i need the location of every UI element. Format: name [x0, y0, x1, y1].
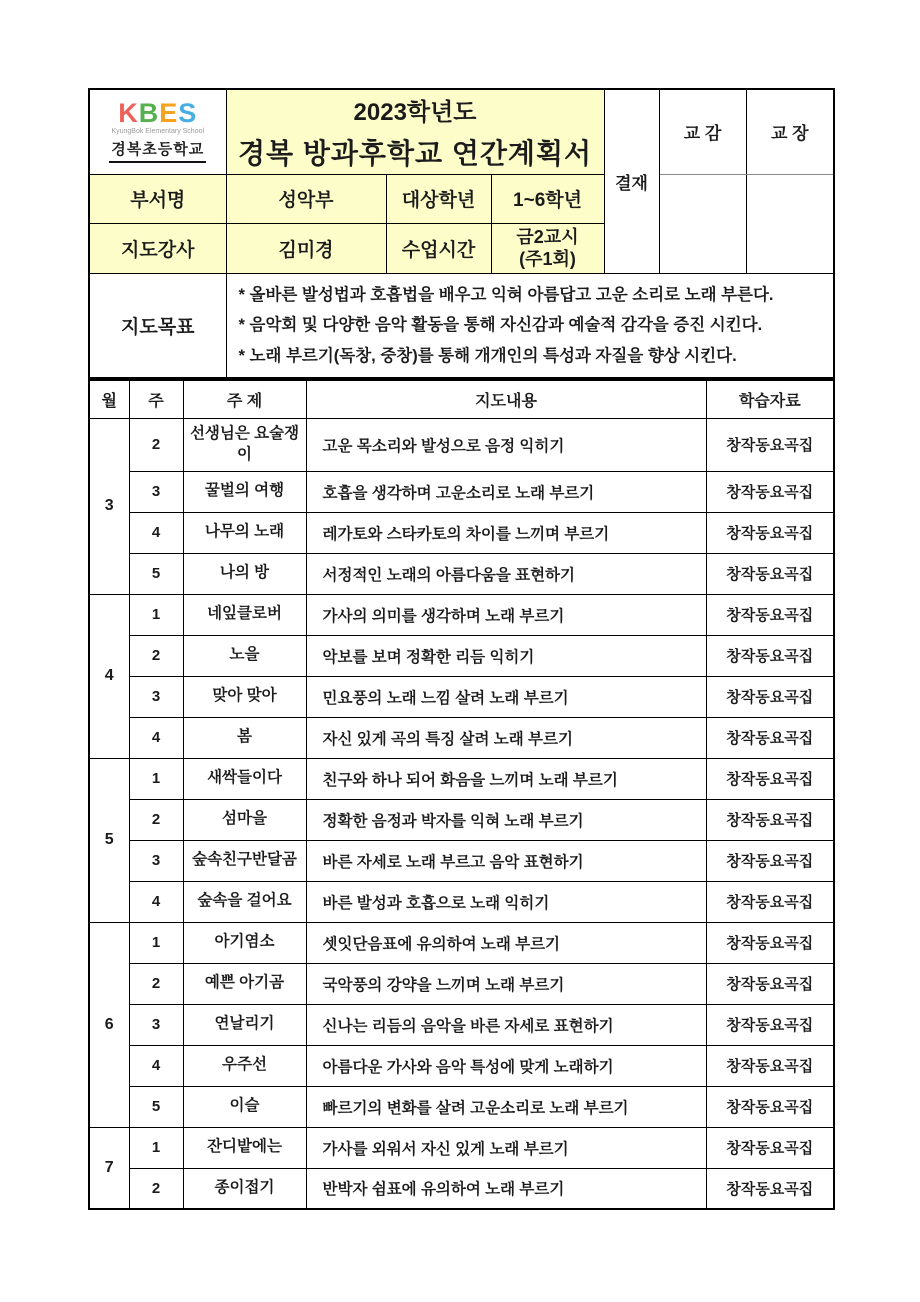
week-cell: 2: [129, 418, 183, 471]
topic-cell: 네잎클로버: [183, 594, 306, 635]
instructor-label: 지도강사: [89, 223, 226, 273]
logo-english-name: KyungBok Elementary School: [111, 128, 205, 136]
goal-item: * 노래 부르기(독창, 중창)를 통해 개개인의 특성과 자질을 향상 시킨다.: [238, 346, 737, 365]
topic-cell: 섬마을: [183, 799, 306, 840]
week-cell: 1: [129, 758, 183, 799]
schedule-row: [89, 418, 834, 471]
topic-cell: 꿀벌의 여행: [183, 471, 306, 512]
week-cell: 2: [129, 1168, 183, 1209]
topic-cell: 잔디밭에는: [183, 1127, 306, 1168]
material-cell: 창작동요곡집: [706, 799, 834, 840]
schedule-row: [89, 717, 834, 758]
material-cell: 창작동요곡집: [706, 676, 834, 717]
topic-cell: 우주선: [183, 1045, 306, 1086]
principal-signature-box: [746, 174, 834, 273]
topic-cell: 숲속친구반달곰: [183, 840, 306, 881]
annual-plan-document: [88, 88, 833, 1210]
grade-label: 대상학년: [386, 174, 491, 223]
content-cell: 자신 있게 곡의 특징 살려 노래 부르기: [306, 717, 706, 758]
material-cell: 창작동요곡집: [706, 594, 834, 635]
week-cell: 1: [129, 922, 183, 963]
content-cell: 고운 목소리와 발성으로 음정 익히기: [306, 418, 706, 471]
logo-letter: S: [178, 98, 198, 129]
material-cell: 창작동요곡집: [706, 840, 834, 881]
topic-cell: 새싹들이다: [183, 758, 306, 799]
schedule-row: [89, 922, 834, 963]
material-cell: 창작동요곡집: [706, 881, 834, 922]
content-cell: 민요풍의 노래 느낌 살려 노래 부르기: [306, 676, 706, 717]
col-header-topic: 주 제: [183, 380, 306, 418]
approval-vice-principal-header: 교 감: [659, 89, 746, 174]
goals-label: 지도목표: [89, 273, 226, 378]
week-cell: 3: [129, 471, 183, 512]
col-header-content: 지도내용: [306, 380, 706, 418]
approval-principal-header: 교 장: [746, 89, 834, 174]
col-header-month: 월: [89, 380, 129, 418]
schedule-row: [89, 471, 834, 512]
week-cell: 2: [129, 635, 183, 676]
content-cell: 셋잇단음표에 유의하여 노래 부르기: [306, 922, 706, 963]
material-cell: 창작동요곡집: [706, 1045, 834, 1086]
content-cell: 바른 자세로 노래 부르고 음악 표현하기: [306, 840, 706, 881]
logo-kbes-acronym: [90, 100, 226, 127]
content-cell: 아름다운 가사와 음악 특성에 맞게 노래하기: [306, 1045, 706, 1086]
week-cell: 3: [129, 840, 183, 881]
week-cell: 1: [129, 594, 183, 635]
schedule-row: [89, 963, 834, 1004]
content-cell: 바른 발성과 호흡으로 노래 익히기: [306, 881, 706, 922]
content-cell: 가사의 의미를 생각하며 노래 부르기: [306, 594, 706, 635]
schedule-row: [89, 840, 834, 881]
school-logo: [89, 89, 226, 174]
topic-cell: 연날리기: [183, 1004, 306, 1045]
content-cell: 서정적인 노래의 아름다움을 표현하기: [306, 553, 706, 594]
topic-cell: 노을: [183, 635, 306, 676]
instructor-value: 김미경: [226, 223, 386, 273]
week-cell: 1: [129, 1127, 183, 1168]
schedule-table: [88, 379, 835, 1210]
schedule-header-row: [89, 380, 834, 418]
logo-letter: K: [118, 98, 139, 129]
material-cell: 창작동요곡집: [706, 512, 834, 553]
topic-cell: 맞아 맞아: [183, 676, 306, 717]
schedule-row: [89, 676, 834, 717]
material-cell: 창작동요곡집: [706, 1004, 834, 1045]
col-header-material: 학습자료: [706, 380, 834, 418]
schedule-row: [89, 881, 834, 922]
content-cell: 가사를 외워서 자신 있게 노래 부르기: [306, 1127, 706, 1168]
topic-cell: 숲속을 걸어요: [183, 881, 306, 922]
topic-cell: 선생님은 요술쟁이: [183, 418, 306, 471]
topic-cell: 아기염소: [183, 922, 306, 963]
week-cell: 5: [129, 1086, 183, 1127]
title-main: 경복 방과후학교 연간계획서: [237, 137, 593, 169]
col-header-week: 주: [129, 380, 183, 418]
schedule-row: [89, 1004, 834, 1045]
content-cell: 빠르기의 변화를 살려 고운소리로 노래 부르기: [306, 1086, 706, 1127]
vice-principal-signature-box: [659, 174, 746, 273]
content-cell: 레가토와 스타카토의 차이를 느끼며 부르기: [306, 512, 706, 553]
material-cell: 창작동요곡집: [706, 963, 834, 1004]
dept-label: 부서명: [89, 174, 226, 223]
content-cell: 친구와 하나 되어 화음을 느끼며 노래 부르기: [306, 758, 706, 799]
schedule-row: [89, 758, 834, 799]
month-cell: 3: [89, 418, 129, 594]
week-cell: 4: [129, 512, 183, 553]
logo-letter: B: [138, 98, 160, 129]
week-cell: 5: [129, 553, 183, 594]
week-cell: 3: [129, 1004, 183, 1045]
title-year: 2023학년도: [353, 98, 477, 126]
content-cell: 호흡을 생각하며 고운소리로 노래 부르기: [306, 471, 706, 512]
material-cell: 창작동요곡집: [706, 1127, 834, 1168]
material-cell: 창작동요곡집: [706, 471, 834, 512]
dept-value: 성악부: [226, 174, 386, 223]
header-table: [88, 88, 835, 379]
week-cell: 4: [129, 1045, 183, 1086]
content-cell: 반박자 쉼표에 유의하여 노래 부르기: [306, 1168, 706, 1209]
schedule-row: [89, 1127, 834, 1168]
material-cell: 창작동요곡집: [706, 418, 834, 471]
content-cell: 신나는 리듬의 음악을 바른 자세로 표현하기: [306, 1004, 706, 1045]
material-cell: 창작동요곡집: [706, 1086, 834, 1127]
material-cell: 창작동요곡집: [706, 922, 834, 963]
content-cell: 국악풍의 강약을 느끼며 노래 부르기: [306, 963, 706, 1004]
approval-label: 결재: [604, 89, 659, 273]
material-cell: 창작동요곡집: [706, 635, 834, 676]
material-cell: 창작동요곡집: [706, 1168, 834, 1209]
week-cell: 4: [129, 881, 183, 922]
month-cell: 7: [89, 1127, 129, 1209]
week-cell: 2: [129, 963, 183, 1004]
month-cell: 5: [89, 758, 129, 922]
month-cell: 6: [89, 922, 129, 1127]
topic-cell: 예쁜 아기곰: [183, 963, 306, 1004]
week-cell: 2: [129, 799, 183, 840]
time-value-line2: (주1회): [519, 249, 576, 269]
schedule-row: [89, 1086, 834, 1127]
schedule-row: [89, 553, 834, 594]
logo-korean-name: 경복초등학교: [109, 137, 206, 163]
month-cell: 4: [89, 594, 129, 758]
schedule-row: [89, 1168, 834, 1209]
schedule-row: [89, 594, 834, 635]
material-cell: 창작동요곡집: [706, 553, 834, 594]
content-cell: 악보를 보며 정확한 리듬 익히기: [306, 635, 706, 676]
time-label: 수업시간: [386, 223, 491, 273]
schedule-row: [89, 799, 834, 840]
time-value-line1: 금2교시: [516, 226, 579, 247]
goals-content: [226, 273, 834, 378]
topic-cell: 나의 방: [183, 553, 306, 594]
goal-item: * 올바른 발성법과 호흡법을 배우고 익혀 아름답고 고운 소리로 노래 부른다.: [238, 285, 774, 304]
topic-cell: 봄: [183, 717, 306, 758]
grade-value: 1~6학년: [491, 174, 604, 223]
document-title: [226, 89, 604, 174]
topic-cell: 종이접기: [183, 1168, 306, 1209]
time-value: [491, 223, 604, 273]
schedule-row: [89, 512, 834, 553]
goal-item: * 음악회 및 다양한 음악 활동을 통해 자신감과 예술적 감각을 증진 시킨다.: [238, 316, 763, 335]
week-cell: 4: [129, 717, 183, 758]
material-cell: 창작동요곡집: [706, 717, 834, 758]
logo-letter: E: [159, 98, 179, 129]
content-cell: 정확한 음정과 박자를 익혀 노래 부르기: [306, 799, 706, 840]
week-cell: 3: [129, 676, 183, 717]
schedule-row: [89, 635, 834, 676]
material-cell: 창작동요곡집: [706, 758, 834, 799]
schedule-row: [89, 1045, 834, 1086]
topic-cell: 이슬: [183, 1086, 306, 1127]
topic-cell: 나무의 노래: [183, 512, 306, 553]
